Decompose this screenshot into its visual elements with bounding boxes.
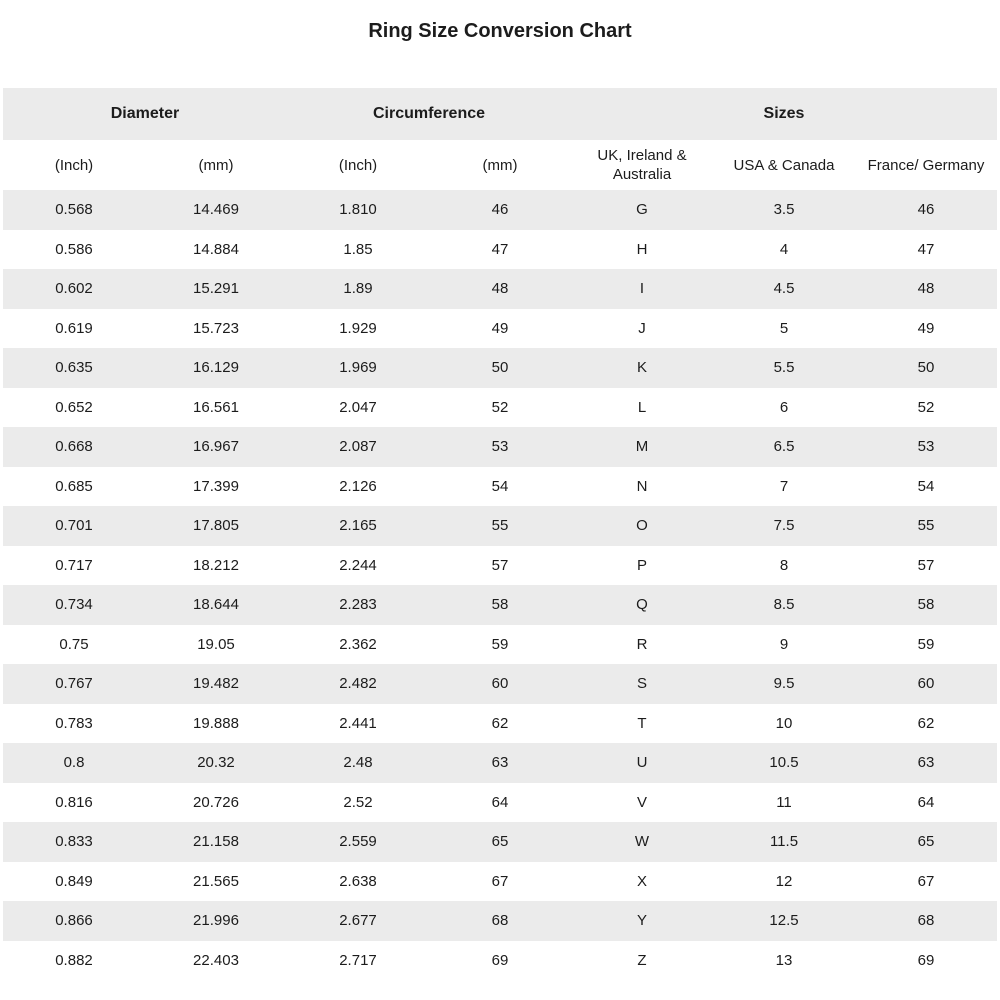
table-cell: 0.619: [55, 319, 93, 337]
table-cell: 64: [917, 793, 935, 811]
table-cell: 54: [917, 477, 935, 495]
table-cell: 5.5: [773, 359, 795, 377]
table-cell: 17.805: [193, 517, 239, 535]
table-cell: S: [636, 675, 647, 693]
table-cell: Q: [636, 596, 648, 614]
table-cell: 55: [491, 517, 509, 535]
table-cell: 14.469: [193, 201, 239, 219]
table-cell: 59: [491, 635, 509, 653]
table-cell: 0.866: [55, 912, 93, 930]
table-cell: 63: [917, 754, 935, 772]
table-cell: N: [636, 477, 648, 495]
table-cell: J: [638, 319, 646, 337]
table-row: [3, 309, 997, 349]
table-cell: 63: [491, 754, 509, 772]
column-header-diameter-mm: (mm): [145, 140, 287, 190]
table-cell: 19.888: [193, 714, 239, 732]
table-cell: 8.5: [773, 596, 795, 614]
table-cell: 67: [491, 872, 509, 890]
table-cell: 53: [491, 438, 509, 456]
page-title: Ring Size Conversion Chart: [368, 20, 632, 42]
table-cell: 17.399: [193, 477, 239, 495]
table-body: [3, 190, 997, 980]
table-cell: 2.52: [343, 793, 373, 811]
table-cell: 0.701: [55, 517, 93, 535]
table-cell: 1.89: [343, 280, 373, 298]
table-row: [3, 585, 997, 625]
table-cell: R: [636, 635, 648, 653]
table-cell: 50: [491, 359, 509, 377]
table-cell: 16.561: [193, 398, 239, 416]
table-cell: 0.849: [55, 872, 93, 890]
table-cell: 0.75: [59, 635, 89, 653]
table-cell: M: [635, 438, 649, 456]
table-cell: 0.652: [55, 398, 93, 416]
table-cell: 8: [779, 556, 789, 574]
table-row: [3, 269, 997, 309]
table-cell: 12.5: [769, 912, 799, 930]
table-row: [3, 348, 997, 388]
table-cell: L: [637, 398, 647, 416]
table-cell: 60: [491, 675, 509, 693]
table-cell: 21.996: [193, 912, 239, 930]
table-cell: 2.283: [339, 596, 377, 614]
column-header-uk-ireland-australia: UK, Ireland & Australia: [571, 140, 713, 190]
table-cell: 2.165: [339, 517, 377, 535]
table-cell: 11: [776, 793, 792, 811]
table-cell: 60: [917, 675, 935, 693]
table-cell: 18.644: [193, 596, 239, 614]
table-cell: 58: [491, 596, 509, 614]
table-cell: 2.244: [339, 556, 377, 574]
table-cell: 4.5: [773, 280, 795, 298]
table-cell: 6: [779, 398, 789, 416]
table-cell: 16.129: [193, 359, 239, 377]
table-cell: 3.5: [773, 201, 795, 219]
sub-header-row: [3, 140, 997, 190]
table-cell: 2.362: [339, 635, 377, 653]
table-cell: 19.05: [197, 635, 235, 653]
table-cell: 65: [917, 833, 935, 851]
table-row: [3, 546, 997, 586]
table-cell: 55: [917, 517, 935, 535]
table-cell: 46: [917, 201, 935, 219]
table-cell: 0.833: [55, 833, 93, 851]
table-row: [3, 506, 997, 546]
table-cell: 58: [917, 596, 935, 614]
table-cell: 9: [779, 635, 789, 653]
table-cell: 57: [491, 556, 509, 574]
table-cell: 20.726: [193, 793, 239, 811]
table-cell: 1.85: [343, 240, 373, 258]
table-cell: K: [636, 359, 647, 377]
table-cell: P: [636, 556, 647, 574]
table-cell: 54: [491, 477, 509, 495]
table-cell: I: [639, 280, 645, 298]
table-cell: 62: [917, 714, 935, 732]
table-cell: 49: [491, 319, 509, 337]
table-cell: U: [636, 754, 648, 772]
table-cell: 2.047: [339, 398, 377, 416]
table-cell: 0.767: [55, 675, 93, 693]
group-header-sizes: Sizes: [571, 88, 997, 140]
table-row: [3, 941, 997, 981]
group-header-circumference: Circumference: [287, 88, 571, 140]
table-cell: 62: [491, 714, 509, 732]
table-cell: 48: [917, 280, 935, 298]
table-cell: 2.087: [339, 438, 377, 456]
table-cell: 7: [779, 477, 789, 495]
table-cell: X: [636, 872, 647, 890]
table-row: [3, 190, 997, 230]
table-cell: 2.48: [343, 754, 373, 772]
table-cell: 49: [917, 319, 935, 337]
table-cell: 0.586: [55, 240, 93, 258]
table-cell: 2.441: [339, 714, 377, 732]
table-cell: 0.783: [55, 714, 93, 732]
table-cell: 11.5: [769, 833, 799, 851]
table-cell: 52: [491, 398, 509, 416]
table-cell: 0.668: [55, 438, 93, 456]
table-row: [3, 822, 997, 862]
table-cell: 22.403: [193, 951, 239, 969]
table-cell: 69: [917, 951, 935, 969]
table-cell: 57: [917, 556, 935, 574]
table-cell: W: [634, 833, 650, 851]
table-cell: 2.638: [339, 872, 377, 890]
table-cell: 1.969: [339, 359, 377, 377]
table-cell: 9.5: [773, 675, 795, 693]
table-cell: 12: [775, 872, 793, 890]
table-cell: 13: [775, 951, 793, 969]
table-cell: 6.5: [773, 438, 795, 456]
table-cell: 46: [491, 201, 509, 219]
table-cell: T: [637, 714, 647, 732]
table-cell: G: [636, 201, 648, 219]
table-cell: H: [636, 240, 648, 258]
table-cell: 48: [491, 280, 509, 298]
table-cell: 2.717: [339, 951, 377, 969]
column-header-france-germany: France/ Germany: [855, 140, 997, 190]
table-cell: V: [636, 793, 647, 811]
table-cell: 0.685: [55, 477, 93, 495]
table-cell: 2.559: [339, 833, 377, 851]
table-cell: 5: [779, 319, 789, 337]
table-row: [3, 743, 997, 783]
table-cell: 47: [917, 240, 935, 258]
table-cell: 16.967: [193, 438, 239, 456]
table-header: [3, 88, 997, 190]
table-cell: 50: [917, 359, 935, 377]
table-cell: 0.635: [55, 359, 93, 377]
table-row: [3, 664, 997, 704]
table-row: [3, 427, 997, 467]
group-header-row: [3, 88, 997, 140]
table-cell: 59: [917, 635, 935, 653]
table-cell: 0.816: [55, 793, 93, 811]
table-cell: 18.212: [193, 556, 239, 574]
column-header-diameter-inch: (Inch): [3, 140, 145, 190]
table-cell: 2.482: [339, 675, 377, 693]
table-cell: 0.568: [55, 201, 93, 219]
table-cell: 21.565: [193, 872, 239, 890]
table-row: [3, 704, 997, 744]
table-row: [3, 625, 997, 665]
table-cell: 0.734: [55, 596, 93, 614]
table-cell: 68: [491, 912, 509, 930]
table-cell: 68: [917, 912, 935, 930]
table-cell: 47: [491, 240, 509, 258]
table-cell: 0.602: [55, 280, 93, 298]
table-cell: Z: [637, 951, 647, 969]
table-cell: 20.32: [197, 754, 235, 772]
table-cell: 67: [917, 872, 935, 890]
table-cell: 53: [917, 438, 935, 456]
ring-size-conversion-table: [3, 88, 997, 980]
table-cell: 1.929: [339, 319, 377, 337]
table-row: [3, 467, 997, 507]
table-row: [3, 388, 997, 428]
column-header-circumference-mm: (mm): [429, 140, 571, 190]
table-cell: 15.723: [193, 319, 239, 337]
table-cell: 10: [775, 714, 793, 732]
column-header-usa-canada: USA & Canada: [713, 140, 855, 190]
table-cell: 1.810: [339, 201, 377, 219]
table-cell: 64: [491, 793, 509, 811]
table-cell: 0.882: [55, 951, 93, 969]
table-cell: Y: [636, 912, 647, 930]
table-cell: 52: [917, 398, 935, 416]
table-cell: 2.126: [339, 477, 377, 495]
table-row: [3, 230, 997, 270]
column-header-circumference-inch: (Inch): [287, 140, 429, 190]
table-cell: 7.5: [773, 517, 795, 535]
table-cell: 0.717: [55, 556, 93, 574]
table-cell: 0.8: [63, 754, 85, 772]
table-cell: 19.482: [193, 675, 239, 693]
table-cell: O: [636, 517, 648, 535]
table-cell: 4: [779, 240, 789, 258]
table-cell: 65: [491, 833, 509, 851]
table-cell: 2.677: [339, 912, 377, 930]
table-cell: 10.5: [769, 754, 799, 772]
table-row: [3, 783, 997, 823]
table-row: [3, 901, 997, 941]
table-row: [3, 862, 997, 902]
group-header-diameter: Diameter: [3, 88, 287, 140]
table-cell: 14.884: [193, 240, 239, 258]
table-cell: 69: [491, 951, 509, 969]
table-cell: 15.291: [193, 280, 239, 298]
table-cell: 21.158: [193, 833, 239, 851]
